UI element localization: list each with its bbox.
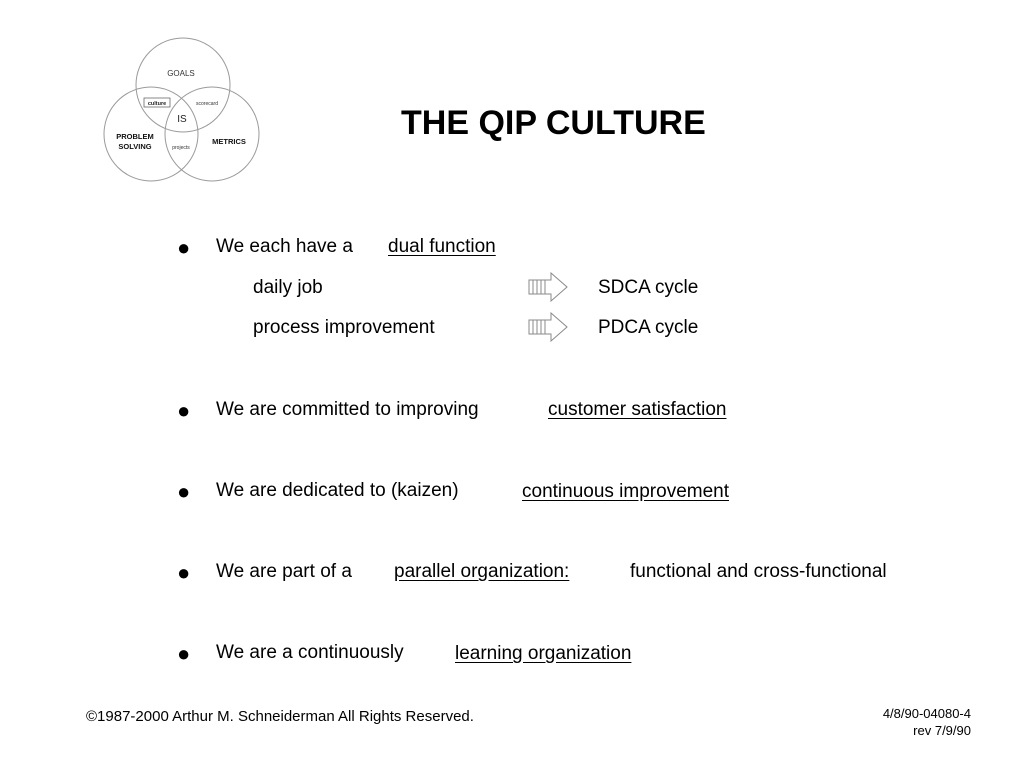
venn-label-metrics: METRICS	[212, 137, 246, 146]
bullet-dot: ●	[177, 479, 191, 504]
bullet-1-highlight: dual function	[388, 236, 496, 257]
bullet-dot: ●	[177, 560, 191, 585]
footer-doc-id: 4/8/90-04080-4	[882, 706, 971, 721]
bullet-3-text: We are dedicated to (kaizen)	[216, 480, 459, 501]
arrow-right-icon	[527, 312, 571, 342]
venn-label-is: IS	[177, 114, 187, 125]
bullet-dot: ●	[177, 398, 191, 423]
venn-label-scorecard: scorecard	[196, 101, 218, 107]
arrow-right-icon	[527, 272, 571, 302]
venn-label-solving: SOLVING	[118, 142, 152, 151]
bullet-3-highlight: continuous improvement	[522, 481, 729, 502]
sub-item-pdca-cycle: PDCA cycle	[598, 317, 699, 338]
sub-item-sdca-cycle: SDCA cycle	[598, 277, 699, 298]
footer-doc-info	[883, 705, 971, 739]
bullet-4-highlight: parallel organization:	[394, 561, 570, 582]
footer-copyright: ©1987-2000 Arthur M. Schneiderman All Rights Reserved.	[86, 708, 474, 725]
bullet-2-text: We are committed to improving	[216, 399, 479, 420]
venn-label-projects: projects	[172, 145, 190, 151]
bullet-4-suffix: functional and cross-functional	[630, 561, 887, 582]
bullet-1-text: We each have a	[216, 236, 353, 257]
bullet-5-highlight: learning organization	[455, 643, 632, 664]
footer-revision: rev 7/9/90	[913, 723, 971, 738]
venn-label-goals: GOALS	[167, 69, 195, 78]
venn-diagram-logo	[100, 35, 270, 185]
sub-item-daily-job: daily job	[253, 277, 323, 298]
page-title: THE QIP CULTURE	[401, 104, 706, 142]
bullet-2-highlight: customer satisfaction	[548, 399, 727, 420]
bullet-dot: ●	[177, 641, 191, 666]
sub-item-process-improvement: process improvement	[253, 317, 435, 338]
venn-label-culture: culture	[147, 101, 167, 107]
bullet-4-text: We are part of a	[216, 561, 352, 582]
venn-label-problem: PROBLEM	[116, 132, 154, 141]
bullet-5-text: We are a continuously	[216, 642, 404, 663]
bullet-dot: ●	[177, 235, 191, 260]
